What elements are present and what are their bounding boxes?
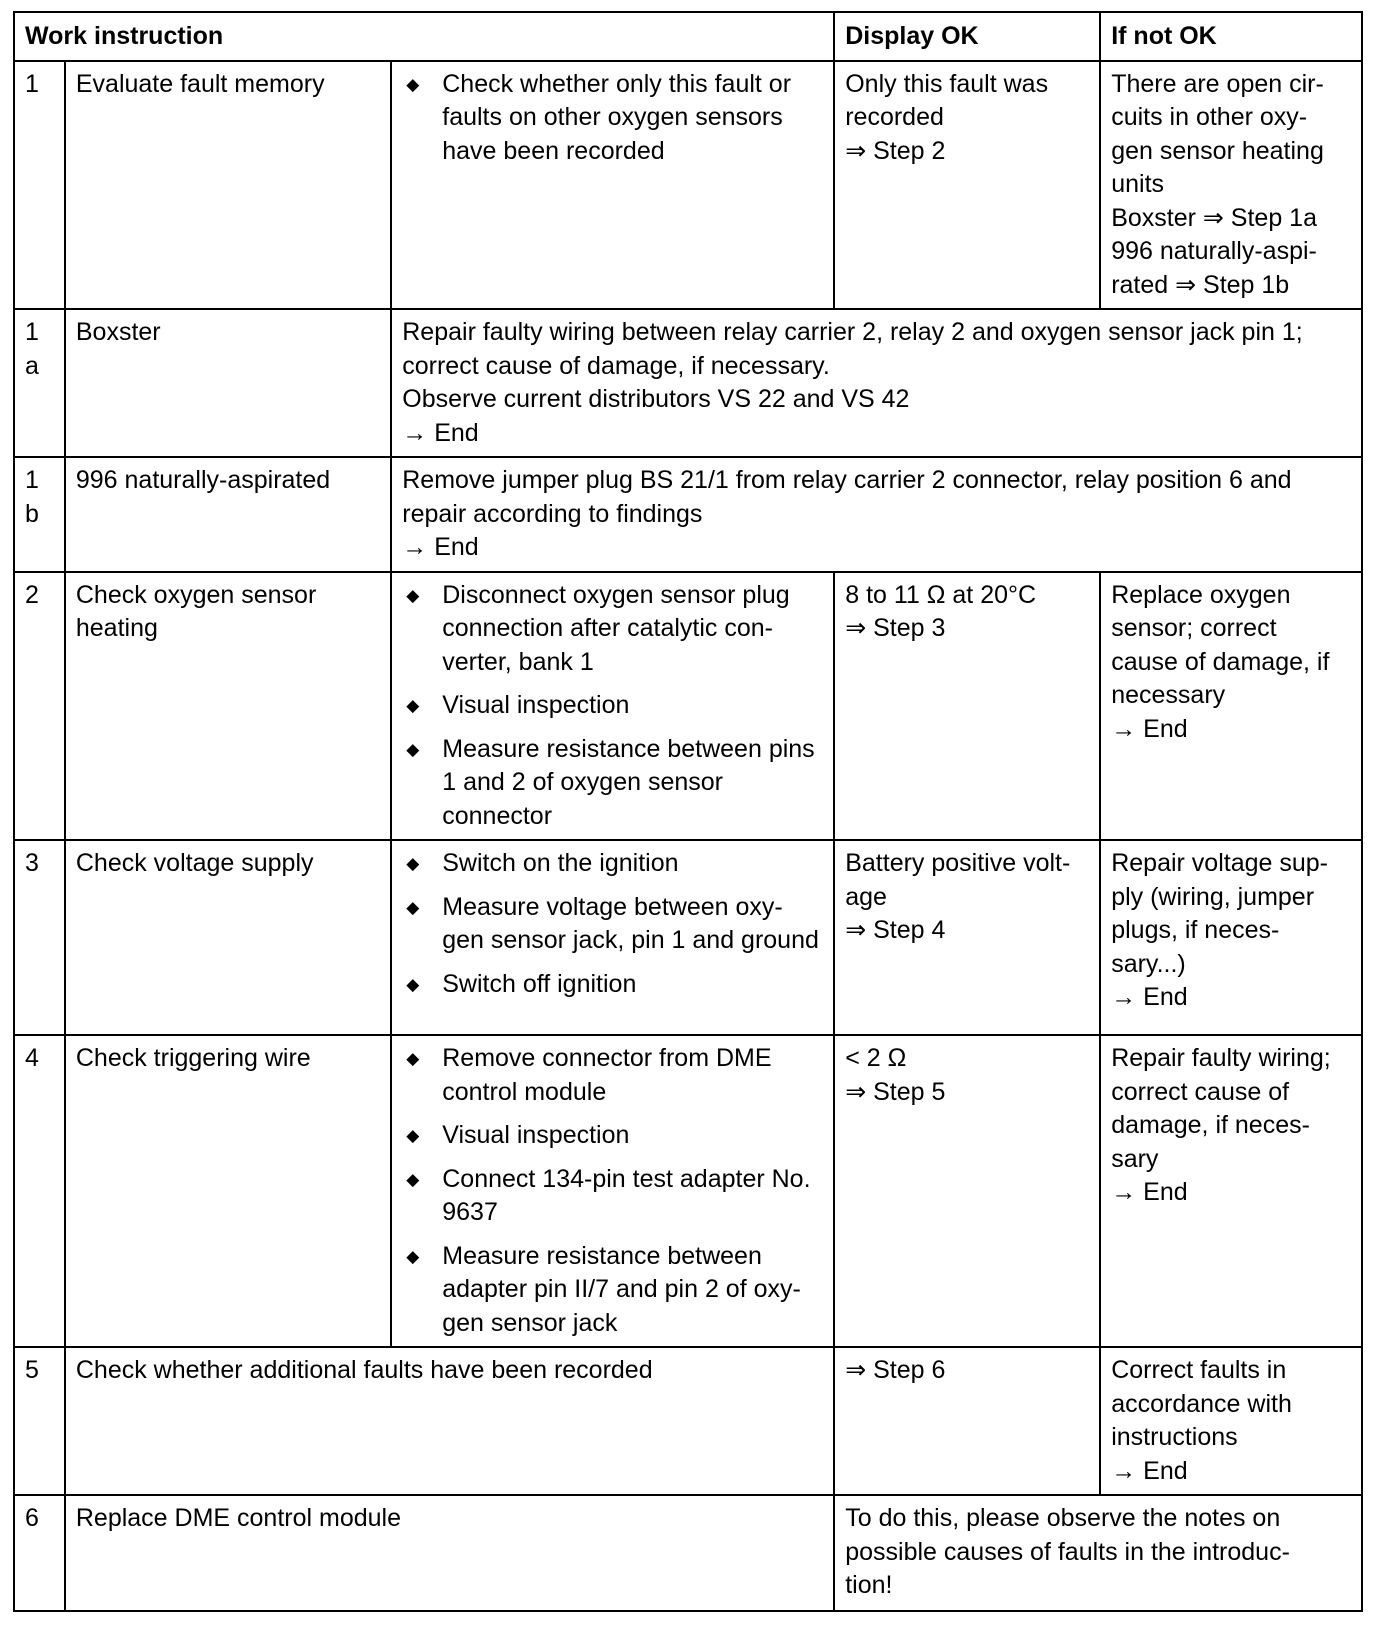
step-number: 6: [14, 1495, 65, 1611]
step-title: Check whether additional faults have been recorded: [65, 1347, 834, 1495]
step-title: Boxster: [65, 309, 391, 457]
action-item: ◆ Disconnect oxygen sensor plug connection after catalytic con- verter, bank 1: [406, 580, 790, 676]
step-number: 1 a: [14, 309, 65, 457]
diamond-bullet-icon: ◆: [406, 74, 420, 94]
step-actions: [391, 572, 834, 841]
work-instruction-table: [13, 11, 1363, 1612]
table-row: [14, 572, 1362, 841]
step-number: 5: [14, 1347, 65, 1495]
header-work-instruction: Work instruction: [14, 12, 834, 61]
table-row: [14, 1347, 1362, 1495]
action-item: ◆ Switch on the ignition: [402, 847, 823, 881]
if-not-ok-cell: Repair faulty wiring; correct cause of damage, if neces- sary → End: [1100, 1035, 1362, 1347]
display-ok-cell: Battery positive volt- age ⇒ Step 4: [834, 840, 1100, 1035]
diamond-bullet-icon: ◆: [406, 1049, 420, 1068]
diamond-bullet-icon: ◆: [406, 585, 420, 605]
step-title: Check oxygen sensor heating: [65, 572, 391, 841]
header-display-ok: Display OK: [834, 12, 1100, 61]
if-not-ok-cell: There are open cir- cuits in other oxy- gen sensor heating units Boxster ⇒ Step 1a 996 naturally-aspi- rated ⇒ Step 1b: [1100, 61, 1362, 310]
action-item: ◆ Measure resistance between pins 1 and 2 of oxygen sensor connector: [406, 734, 815, 830]
display-ok-cell: < 2 Ω ⇒ Step 5: [834, 1035, 1100, 1347]
action-item: ◆ Check whether only this fault or faults on other oxygen sensors have been recorded: [406, 69, 792, 165]
diamond-bullet-icon: ◆: [406, 1126, 420, 1145]
diamond-bullet-icon: ◆: [406, 696, 420, 715]
action-item: ◆ Visual inspection: [402, 689, 823, 723]
display-ok-cell: Only this fault was recorded ⇒ Step 2: [834, 61, 1100, 310]
if-not-ok-cell: Correct faults in accordance with instructions → End: [1100, 1347, 1362, 1495]
step-number: 4: [14, 1035, 65, 1347]
diamond-bullet-icon: ◆: [406, 1246, 420, 1266]
display-ok-cell: 8 to 11 Ω at 20°C ⇒ Step 3: [834, 572, 1100, 841]
header-row: [14, 12, 1362, 61]
step-instruction: Remove jumper plug BS 21/1 from relay carrier 2 connector, relay position 6 and repair according to findings → End: [391, 457, 1362, 572]
if-not-ok-cell: Replace oxygen sensor; correct cause of damage, if necessary → End: [1100, 572, 1362, 841]
step-title: 996 naturally-aspirated: [65, 457, 391, 572]
step-note: To do this, please observe the notes on possible causes of faults in the introduc- tion!: [834, 1495, 1362, 1611]
action-item: ◆ Visual inspection: [402, 1119, 823, 1153]
step-actions: [391, 840, 834, 1035]
table-row: [14, 1035, 1362, 1347]
table-row: [14, 840, 1362, 1035]
action-item: ◆ Measure voltage between oxy- gen sensor jack, pin 1 and ground: [406, 892, 819, 954]
action-item: ◆ Connect 134-pin test adapter No. 9637: [406, 1164, 811, 1226]
diamond-bullet-icon: ◆: [406, 897, 420, 917]
step-title: Check voltage supply: [65, 840, 391, 1035]
step-title: Evaluate fault memory: [65, 61, 391, 310]
if-not-ok-cell: Repair voltage sup- ply (wiring, jumper plugs, if neces- sary...) → End: [1100, 840, 1362, 1035]
step-number: 1: [14, 61, 65, 310]
table-row: [14, 61, 1362, 310]
step-title: Check triggering wire: [65, 1035, 391, 1347]
step-number: 3: [14, 840, 65, 1035]
table-row: [14, 457, 1362, 572]
diamond-bullet-icon: ◆: [406, 1169, 420, 1189]
action-item: ◆ Remove connector from DME control module: [406, 1044, 772, 1106]
action-item: ◆ Measure resistance between adapter pin II/7 and pin 2 of oxy- gen sensor jack: [406, 1241, 801, 1337]
header-if-not-ok: If not OK: [1100, 12, 1362, 61]
action-item: ◆ Switch off ignition: [402, 968, 823, 1002]
display-ok-cell: ⇒ Step 6: [834, 1347, 1100, 1495]
step-number: 2: [14, 572, 65, 841]
step-instruction: Repair faulty wiring between relay carrier 2, relay 2 and oxygen sensor jack pin 1; correct cause of damage, if necessary. Observe current distributors VS 22 and VS 42 → End: [391, 309, 1362, 457]
step-actions: [391, 1035, 834, 1347]
table-row: [14, 1495, 1362, 1611]
table-row: [14, 309, 1362, 457]
diamond-bullet-icon: ◆: [406, 974, 420, 994]
diamond-bullet-icon: ◆: [406, 854, 420, 873]
diamond-bullet-icon: ◆: [406, 739, 420, 759]
step-number: 1 b: [14, 457, 65, 572]
step-actions: [391, 61, 834, 310]
step-title: Replace DME control module: [65, 1495, 834, 1611]
